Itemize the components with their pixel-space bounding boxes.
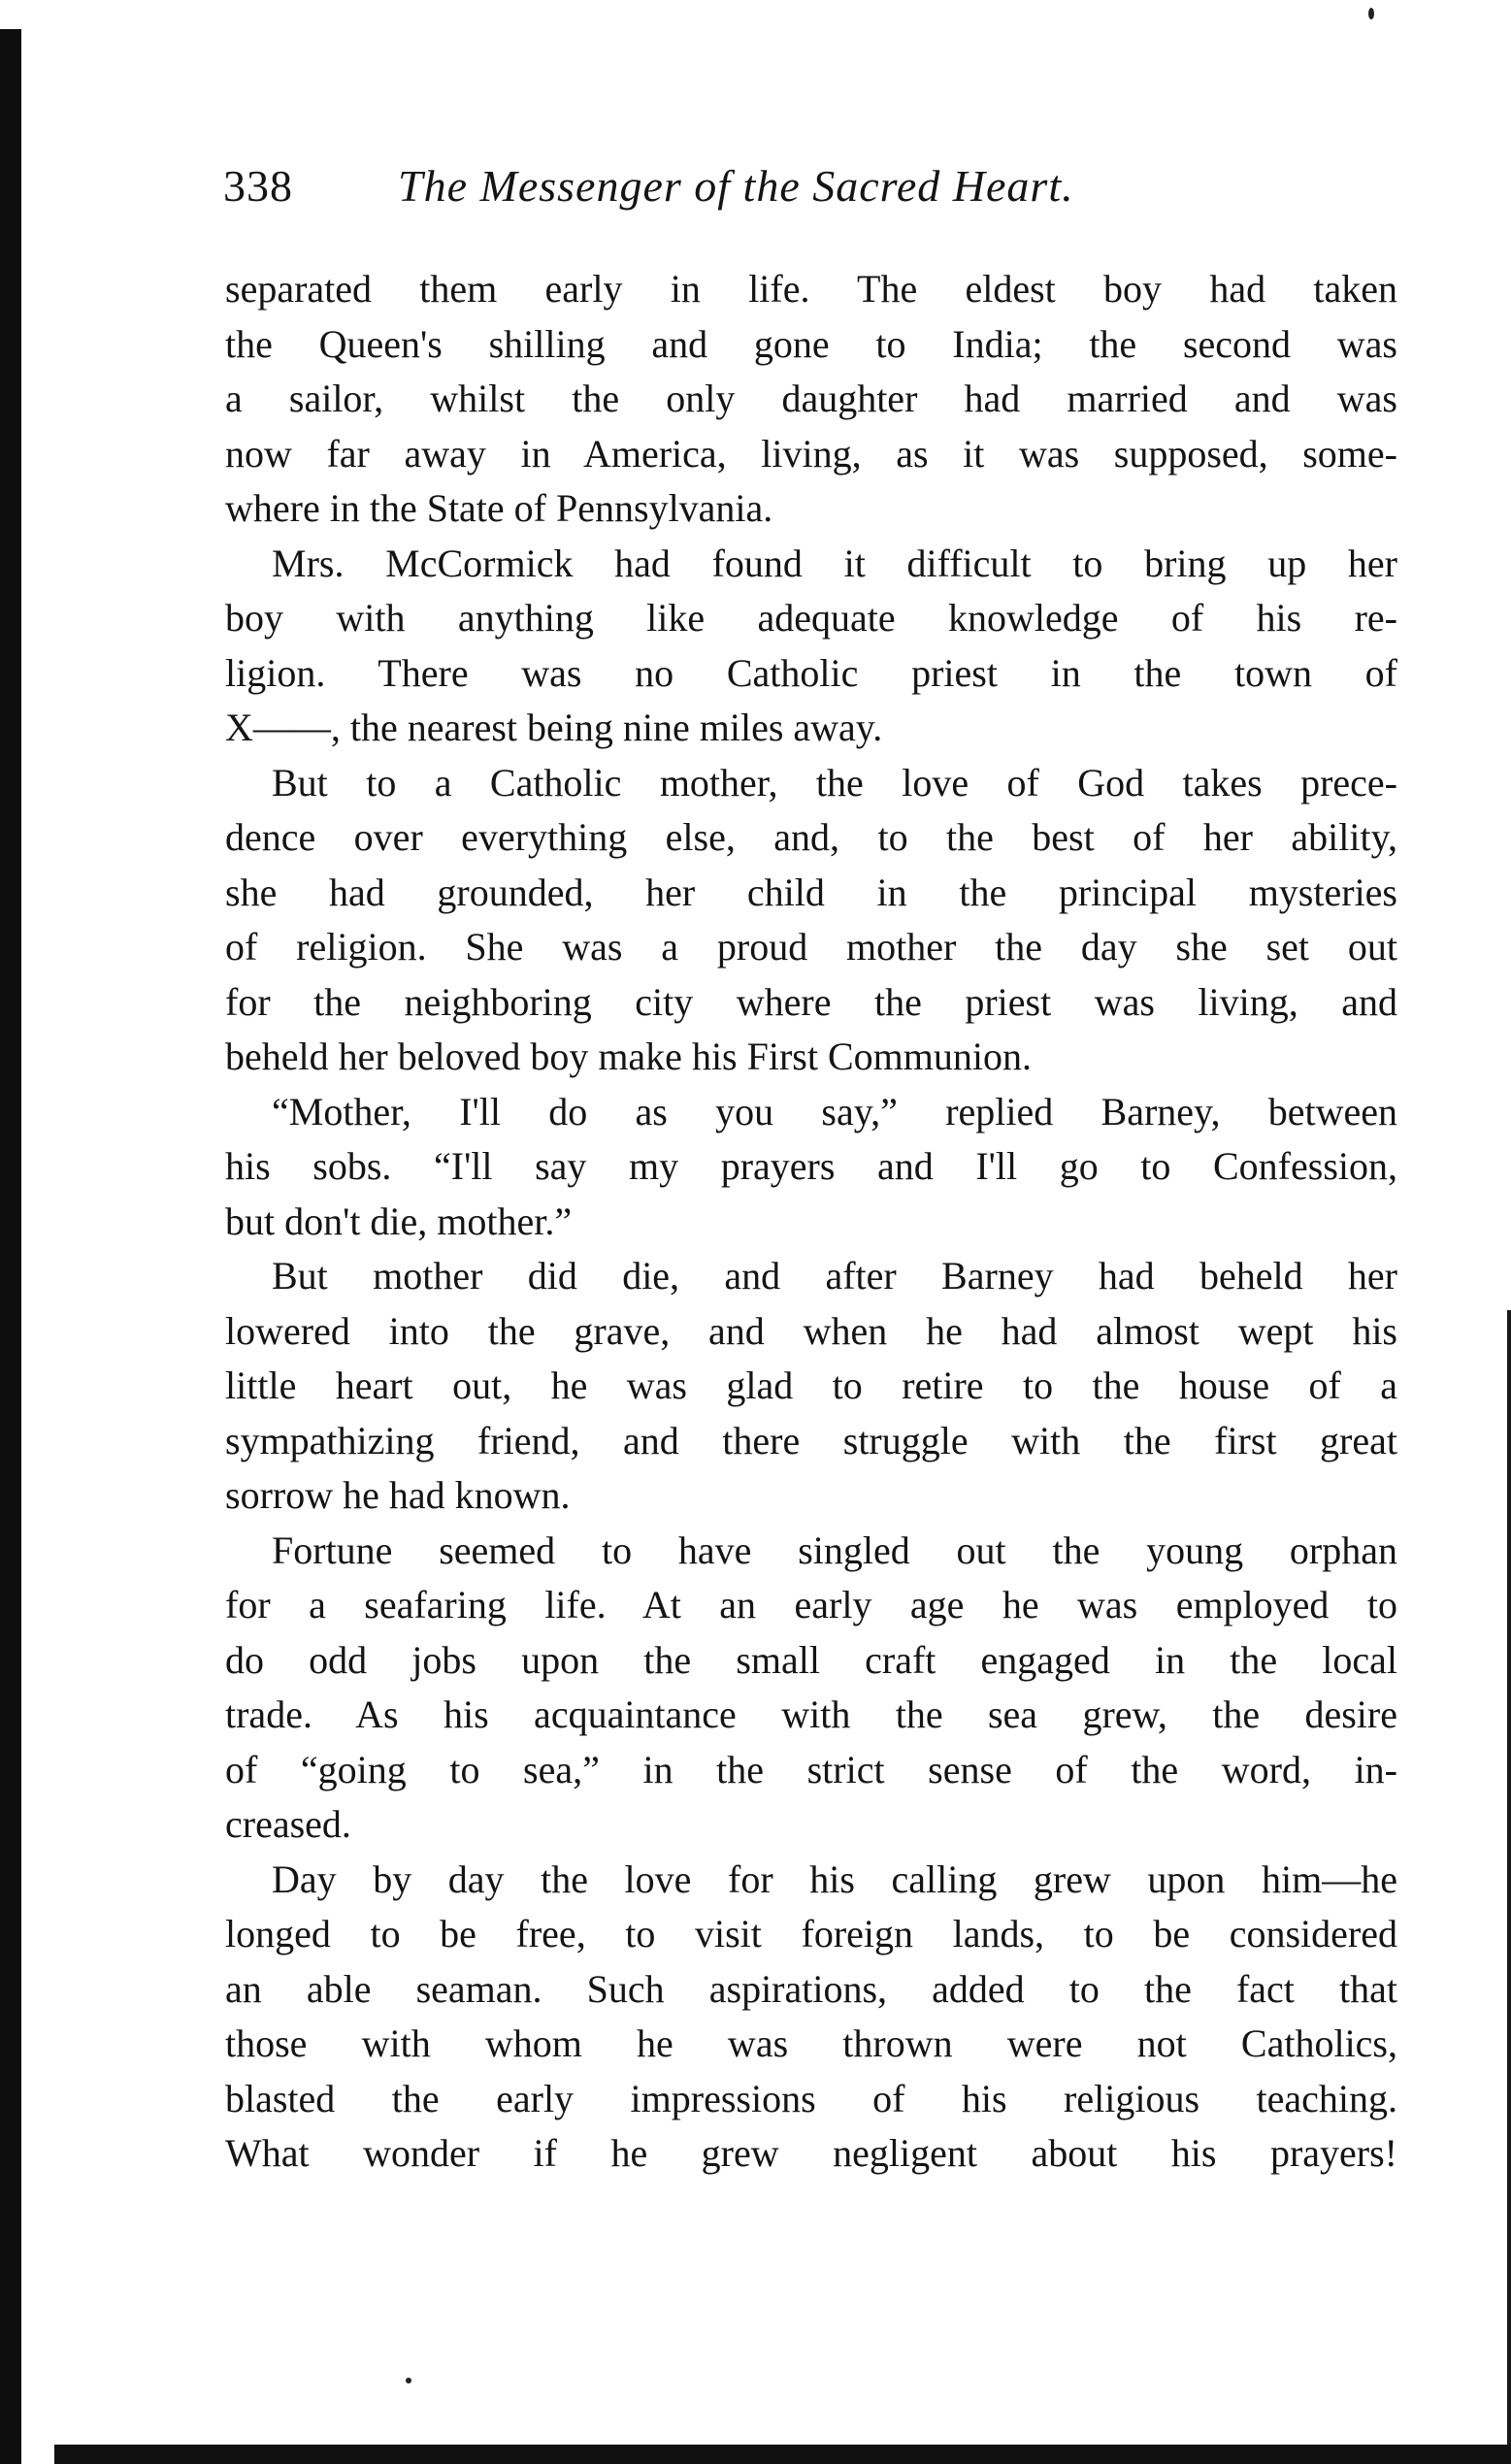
text-line: Mrs. McCormick had found it difficult to bring up her: [272, 541, 1397, 585]
scan-speck: [1368, 8, 1374, 19]
text-line: his sobs. “I'll say my prayers and I'll go to Confession,: [225, 1144, 1397, 1188]
text-line: a sailor, whilst the only daughter had married and was: [225, 377, 1397, 420]
scan-right-edge: [1507, 1310, 1511, 2446]
page-number: 338: [223, 161, 293, 211]
text-line: longed to be free, to visit foreign lands, to be considered: [225, 1912, 1397, 1955]
text-line: sorrow he had known.: [225, 1473, 571, 1517]
text-line: sympathizing friend, and there struggle with the first great: [225, 1418, 1397, 1462]
text-line: of “going to sea,” in the strict sense of the word, in-: [225, 1747, 1397, 1791]
text-line: separated them early in life. The eldest boy had taken: [225, 267, 1397, 311]
text-line: Fortune seemed to have singled out the young orphan: [272, 1528, 1397, 1572]
text-line: boy with anything like adequate knowledge of his re-: [225, 596, 1397, 640]
text-line: Day by day the love for his calling grew upon him—he: [272, 1856, 1397, 1901]
text-line: trade. As his acquaintance with the sea grew, the desire: [225, 1692, 1397, 1736]
text-line: “Mother, I'll do as you say,” replied Barney, between: [272, 1089, 1397, 1133]
scan-binding-edge: [0, 29, 21, 2464]
text-line: ligion. There was no Catholic priest in the town of: [225, 650, 1397, 695]
scan-bottom-edge: [54, 2445, 1511, 2464]
text-line: but don't die, mother.”: [225, 1199, 573, 1243]
body-text: [225, 262, 1397, 2182]
text-line: creased.: [225, 1802, 351, 1846]
text-line: dence over everything else, and, to the best of her ability,: [225, 815, 1397, 859]
text-line: X——, the nearest being nine miles away.: [225, 706, 883, 749]
text-line: blasted the early impressions of his religious teaching.: [225, 2076, 1397, 2120]
text-line: But to a Catholic mother, the love of God takes prece-: [272, 760, 1397, 805]
text-line: But mother did die, and after Barney had beheld her: [272, 1254, 1397, 1298]
text-line: little heart out, he was glad to retire to the house of a: [225, 1363, 1397, 1407]
text-line: where in the State of Pennsylvania.: [225, 486, 773, 530]
text-line: What wonder if he grew negligent about his prayers!: [225, 2131, 1397, 2175]
text-line: for the neighboring city where the priest was living, and: [225, 979, 1397, 1024]
text-line: for a seafaring life. At an early age he was employed to: [225, 1583, 1397, 1626]
text-line: do odd jobs upon the small craft engaged in the local: [225, 1637, 1397, 1682]
text-line: the Queen's shilling and gone to India; the second was: [225, 321, 1397, 366]
text-line: she had grounded, her child in the principal mysteries: [225, 870, 1397, 914]
scan-speck: [406, 2378, 411, 2383]
text-line: beheld her beloved boy make his First Communion.: [225, 1035, 1032, 1078]
text-line: those with whom he was thrown were not Catholics,: [225, 2021, 1397, 2065]
text-line: of religion. She was a proud mother the day she set out: [225, 925, 1397, 969]
text-line: lowered into the grave, and when he had almost wept his: [225, 1308, 1397, 1353]
text-line: an able seaman. Such aspirations, added to the fact that: [225, 1966, 1397, 2011]
page-header: [223, 155, 1397, 217]
running-title: The Messenger of the Sacred Heart.: [398, 161, 1074, 211]
text-line: now far away in America, living, as it was supposed, some-: [225, 431, 1397, 476]
